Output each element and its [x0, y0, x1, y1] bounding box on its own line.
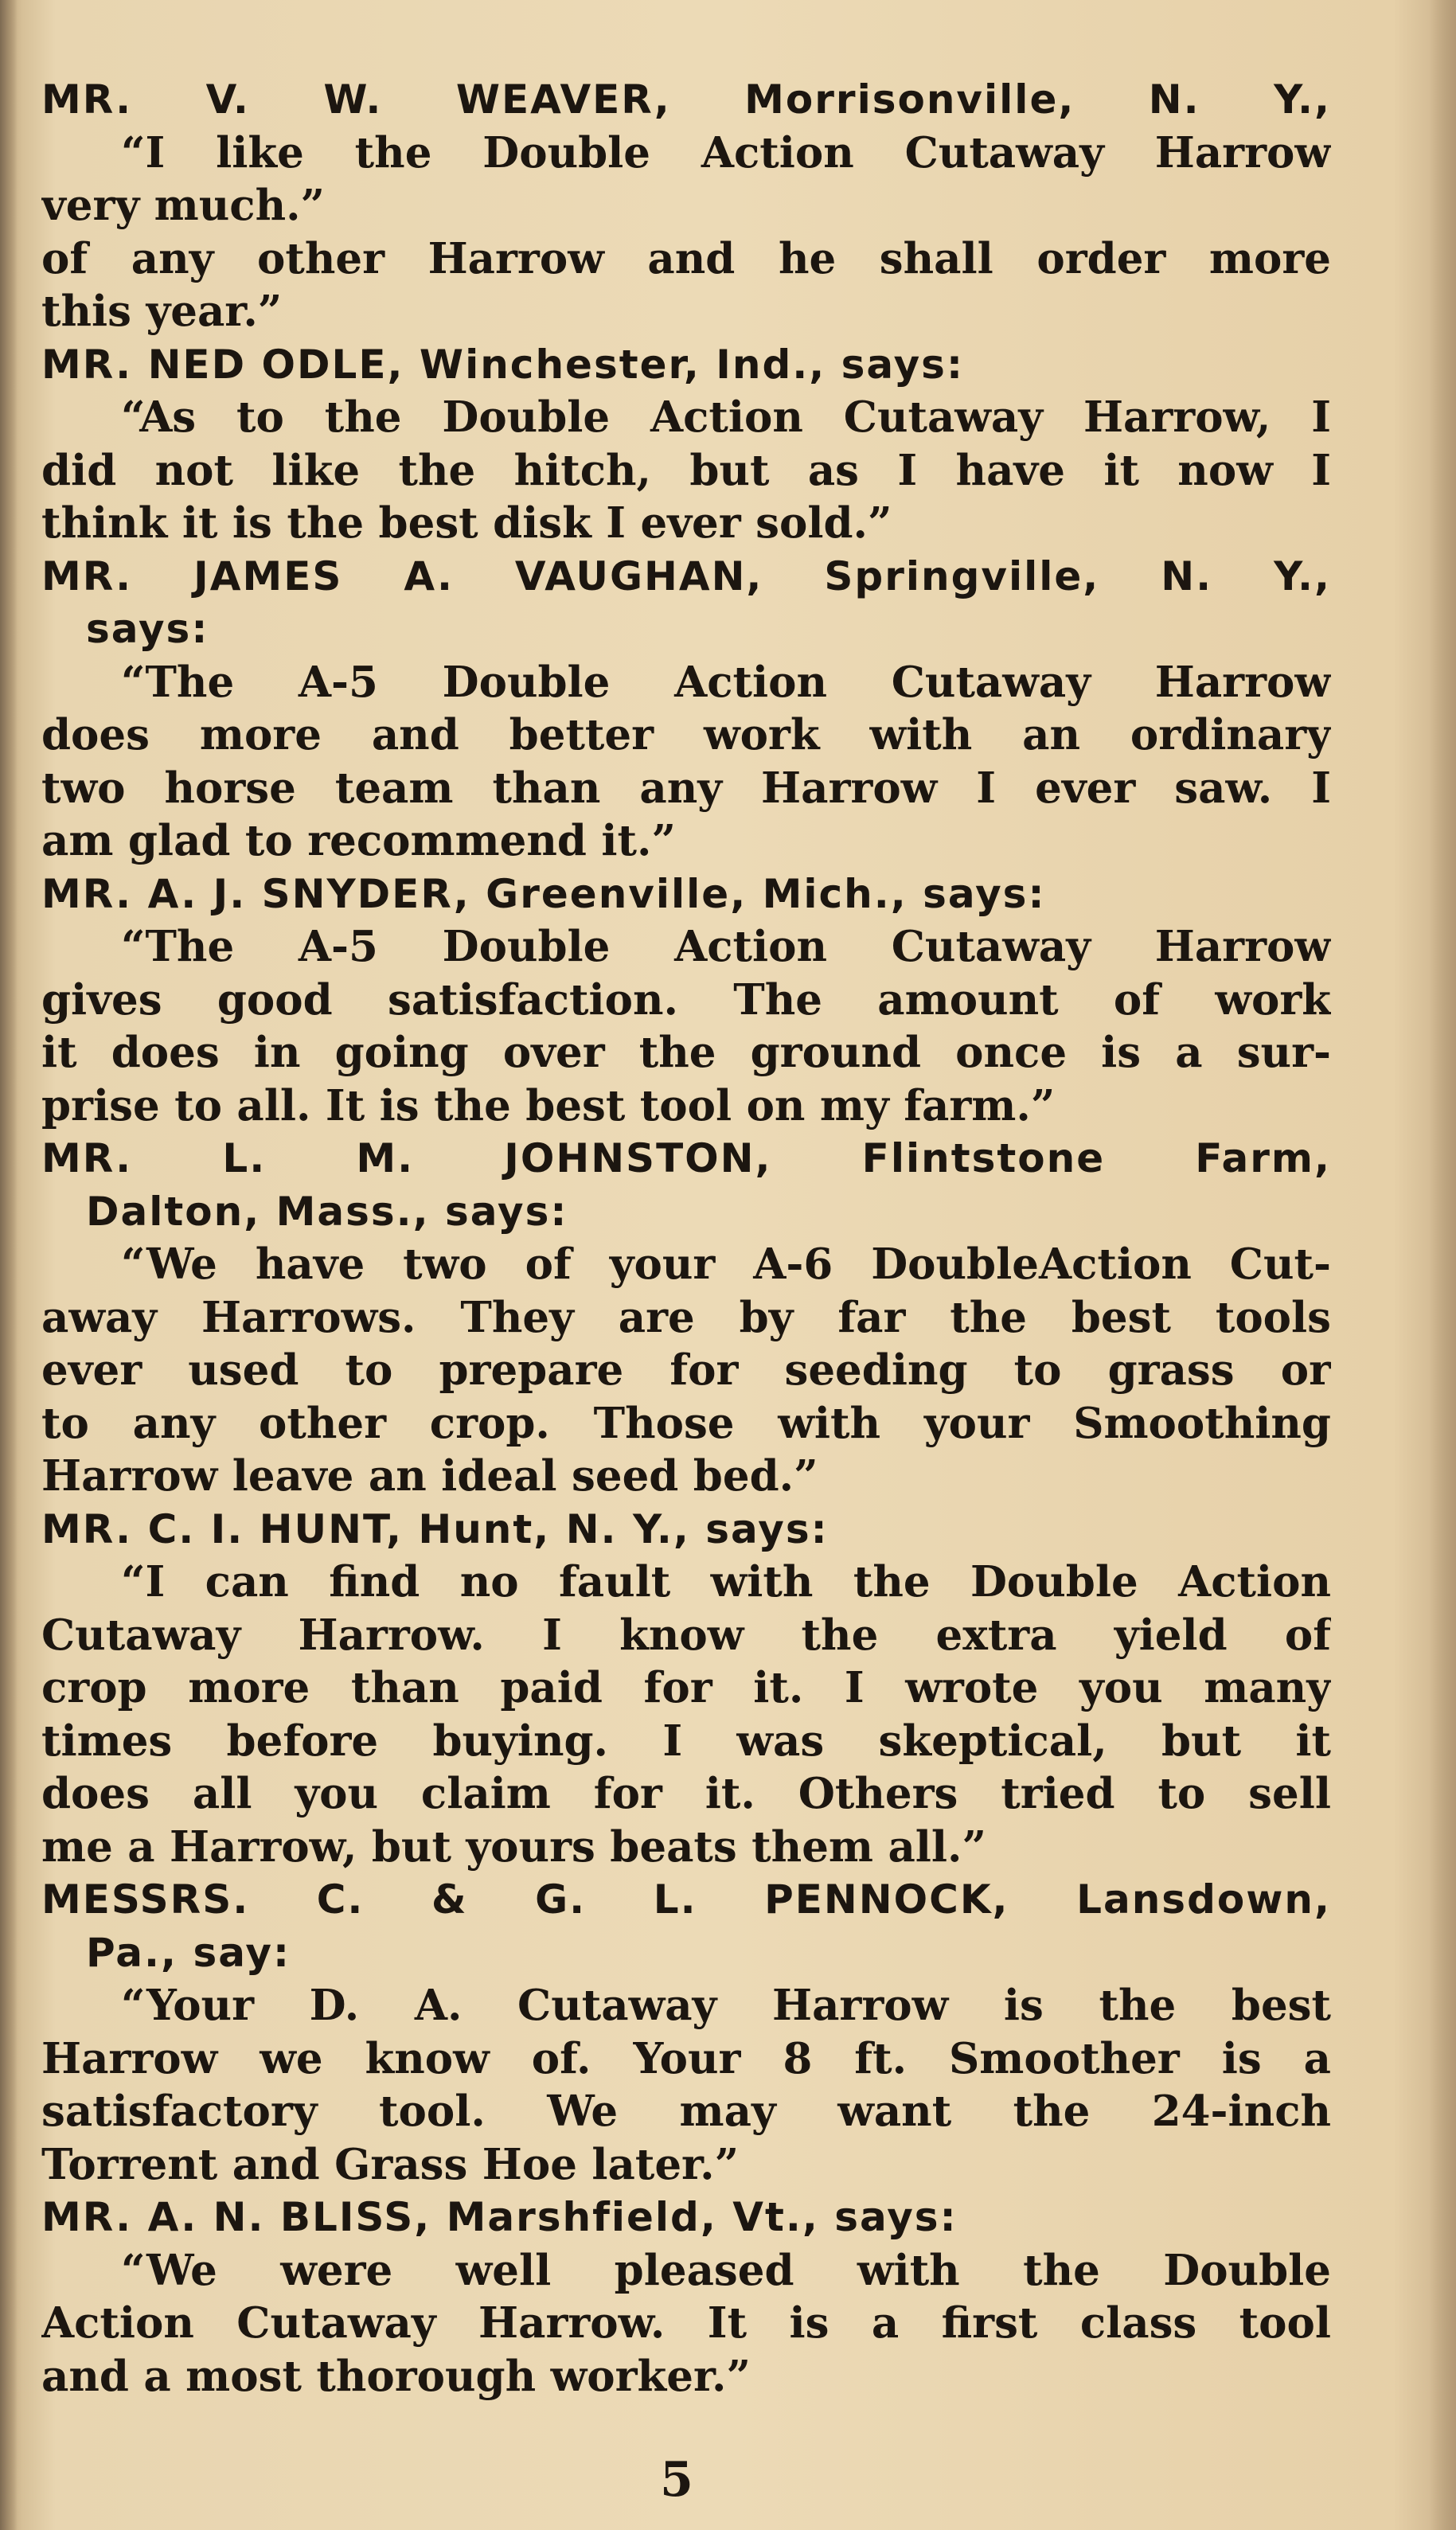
text-line: “As to the Double Action Cutaway Harrow, I — [121, 392, 1331, 442]
text-line: does more and better work with an ordinary — [41, 710, 1331, 759]
text-line: of any other Harrow and he shall order more — [41, 233, 1331, 283]
text-line: “Your D. A. Cutaway Harrow is the best — [121, 1981, 1331, 2030]
testimonials-text — [41, 73, 1331, 2403]
text-line: me a Harrow, but yours beats them all.” — [41, 1821, 986, 1872]
text-line: ever used to prepare for seeding to grass or — [41, 1345, 1331, 1395]
text-line: am glad to recommend it.” — [41, 816, 676, 865]
page-number: 5 — [660, 2452, 693, 2508]
testimonial-heading: MR. V. W. WEAVER, Morrisonville, N. Y., — [41, 76, 1331, 123]
text-line: gives good satisfaction. The amount of work — [41, 974, 1331, 1025]
text-line: prise to all. It is the best tool on my farm.” — [41, 1080, 1056, 1130]
page-right-edge — [1429, 0, 1456, 2530]
testimonial-heading: says: — [86, 606, 209, 652]
text-line: “We have two of your A-6 DoubleAction Cut- — [121, 1240, 1331, 1289]
testimonial-heading: MR. NED ODLE, Winchester, Ind., says: — [41, 341, 964, 388]
text-line: “I can find no fault with the Double Action — [121, 1557, 1331, 1607]
testimonial-heading: MESSRS. C. & G. L. PENNOCK, Lansdown, — [41, 1876, 1331, 1923]
text-line: Harrow we know of. Your 8 ft. Smoother is a — [41, 2033, 1331, 2083]
testimonial-heading: MR. A. N. BLISS, Marshfield, Vt., says: — [41, 2194, 958, 2240]
text-line: think it is the best disk I ever sold.” — [41, 498, 892, 548]
text-line: two horse team than any Harrow I ever saw. I — [41, 763, 1331, 813]
testimonial-heading: MR. L. M. JOHNSTON, Flintstone Farm, — [41, 1135, 1331, 1181]
text-line: very much.” — [41, 181, 326, 230]
testimonial-heading: MR. JAMES A. VAUGHAN, Springville, N. Y., — [41, 552, 1331, 599]
text-line: “We were well pleased with the Double — [121, 2245, 1331, 2295]
text-line: this year.” — [41, 287, 283, 336]
text-line: crop more than paid for it. I wrote you many — [41, 1663, 1331, 1712]
text-line: to any other crop. Those with your Smoothing — [41, 1398, 1331, 1448]
text-line: Action Cutaway Harrow. It is a first class tool — [41, 2298, 1331, 2348]
testimonial-heading: Pa., say: — [86, 1929, 291, 1976]
text-line: “The A-5 Double Action Cutaway Harrow — [121, 657, 1331, 707]
page-binding-edge — [0, 0, 18, 2530]
text-line: “The A-5 Double Action Cutaway Harrow — [121, 922, 1331, 971]
text-line: does all you claim for it. Others tried to sell — [41, 1769, 1331, 1818]
text-line: Cutaway Harrow. I know the extra yield of — [41, 1610, 1331, 1660]
text-line: Torrent and Grass Hoe later.” — [41, 2139, 740, 2189]
testimonial-heading: Dalton, Mass., says: — [86, 1188, 568, 1235]
text-line: times before buying. I was skeptical, but it — [41, 1716, 1331, 1766]
text-line: and a most thorough worker.” — [41, 2351, 751, 2401]
text-line: away Harrows. They are by far the best tools — [41, 1292, 1331, 1342]
text-line: Harrow leave an ideal seed bed.” — [41, 1451, 818, 1501]
testimonial-heading: MR. C. I. HUNT, Hunt, N. Y., says: — [41, 1505, 829, 1552]
text-line: satisfactory tool. We may want the 24-inch — [41, 2087, 1331, 2136]
text-line: “I like the Double Action Cutaway Harrow — [121, 127, 1331, 178]
text-line: did not like the hitch, but as I have it now I — [41, 445, 1331, 495]
text-line: it does in going over the ground once is a sur- — [41, 1028, 1331, 1077]
testimonial-heading: MR. A. J. SNYDER, Greenville, Mich., says: — [41, 870, 1046, 917]
